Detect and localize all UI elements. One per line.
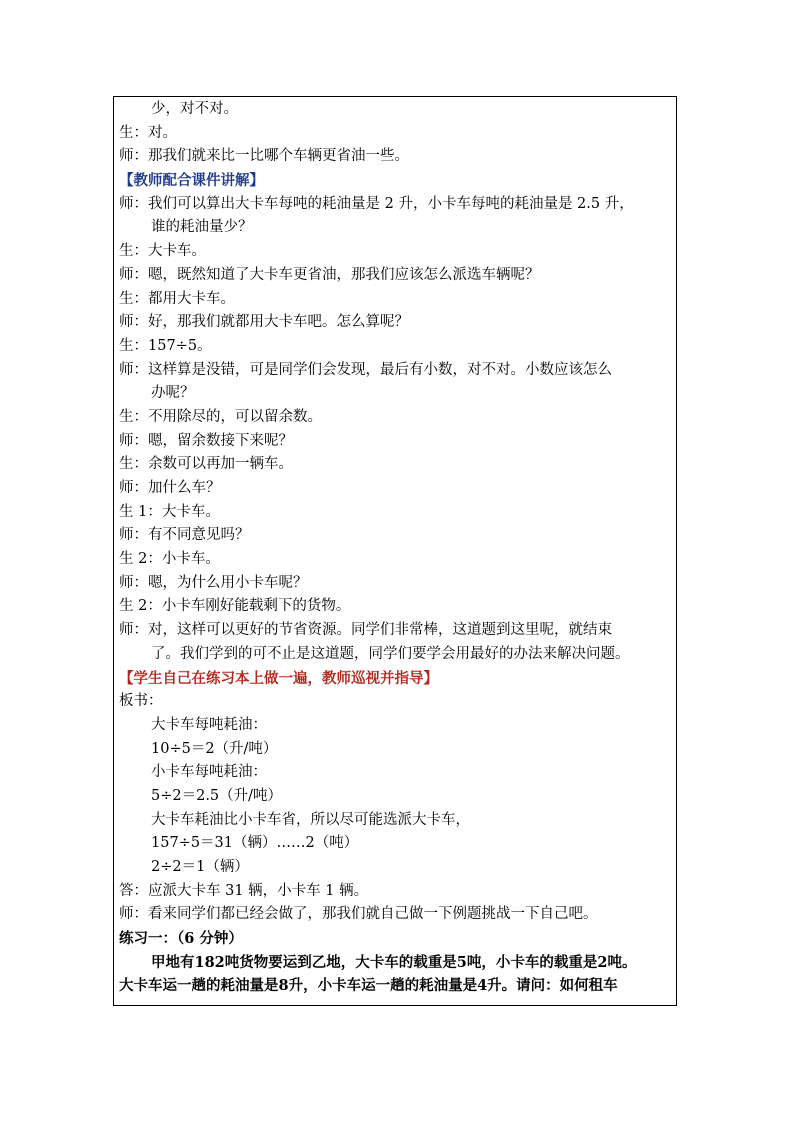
text-line: 师：这样算是没错，可是同学们会发现，最后有小数，对不对。小数应该怎么 xyxy=(119,361,612,378)
section-heading: 【教师配合课件讲解】 xyxy=(119,172,264,190)
blackboard-label: 板书： xyxy=(119,693,163,710)
blackboard-line: 小卡车每吨耗油： xyxy=(151,764,267,781)
text-line: 师：有不同意见吗？ xyxy=(119,527,250,544)
text-line: 生 1：大卡车。 xyxy=(119,503,220,520)
text-line: 生：157÷5。 xyxy=(119,337,212,354)
text-line: 师：嗯，为什么用小卡车呢？ xyxy=(119,574,308,591)
text-line: 师：对，这样可以更好的节省资源。同学们非常棒，这道题到这里呢，就结束 xyxy=(119,622,612,639)
text-line: 师：好，那我们就都用大卡车吧。怎么算呢？ xyxy=(119,314,409,331)
text-line: 谁的耗油量少？ xyxy=(151,219,253,236)
text-line: 生：余数可以再加一辆车。 xyxy=(119,456,293,473)
exercise-text: 甲地有182吨货物要运到乙地，大卡车的载重是5吨，小卡车的载重是2吨。 xyxy=(151,953,637,971)
lesson-transcript xyxy=(119,98,675,998)
section-heading: 【学生自己在练习本上做一遍，教师巡视并指导】 xyxy=(119,669,438,687)
blackboard-line: 大卡车每吨耗油： xyxy=(151,716,267,733)
text-line: 生 2：小卡车。 xyxy=(119,551,220,568)
text-line: 办呢？ xyxy=(151,385,195,402)
blackboard-line: 157÷5＝31（辆）……2（吨） xyxy=(151,835,359,852)
text-line: 师：我们可以算出大卡车每吨的耗油量是 2 升，小卡车每吨的耗油量是 2.5 升， xyxy=(119,195,634,212)
text-line: 生：大卡车。 xyxy=(119,243,206,260)
text-line: 生 2：小卡车刚好能载剩下的货物。 xyxy=(119,598,351,615)
blackboard-line: 大卡车耗油比小卡车省，所以尽可能选派大卡车， xyxy=(151,811,470,828)
text-line: 师：看来同学们都已经会做了，那我们就自己做一下例题挑战一下自己吧。 xyxy=(119,906,598,923)
exercise-text: 大卡车运一趟的耗油量是8升，小卡车运一趟的耗油量是4升。请问：如何租车 xyxy=(119,977,618,995)
text-line: 了。我们学到的可不止是这道题，同学们要学会用最好的办法来解决问题。 xyxy=(151,645,630,662)
text-line: 师：那我们就来比一比哪个车辆更省油一些。 xyxy=(119,148,409,165)
exercise-heading: 练习一：（6 分钟） xyxy=(119,930,243,948)
blackboard-line: 10÷5＝2（升/吨） xyxy=(151,740,278,757)
blackboard-line: 2÷2＝1（辆） xyxy=(151,859,249,875)
text-line: 师：嗯，留余数接下来呢？ xyxy=(119,432,293,449)
text-line: 师：加什么车？ xyxy=(119,480,221,496)
answer-line: 答：应派大卡车 31 辆，小卡车 1 辆。 xyxy=(119,882,369,899)
text-line: 生：不用除尽的，可以留余数。 xyxy=(119,408,322,425)
blackboard-line: 5÷2＝2.5（升/吨） xyxy=(151,787,283,804)
text-line: 少，对不对。 xyxy=(151,101,238,117)
text-line: 生：对。 xyxy=(119,124,177,141)
text-line: 师：嗯，既然知道了大卡车更省油，那我们应该怎么派选车辆呢？ xyxy=(119,266,540,283)
text-line: 生：都用大卡车。 xyxy=(119,290,235,307)
